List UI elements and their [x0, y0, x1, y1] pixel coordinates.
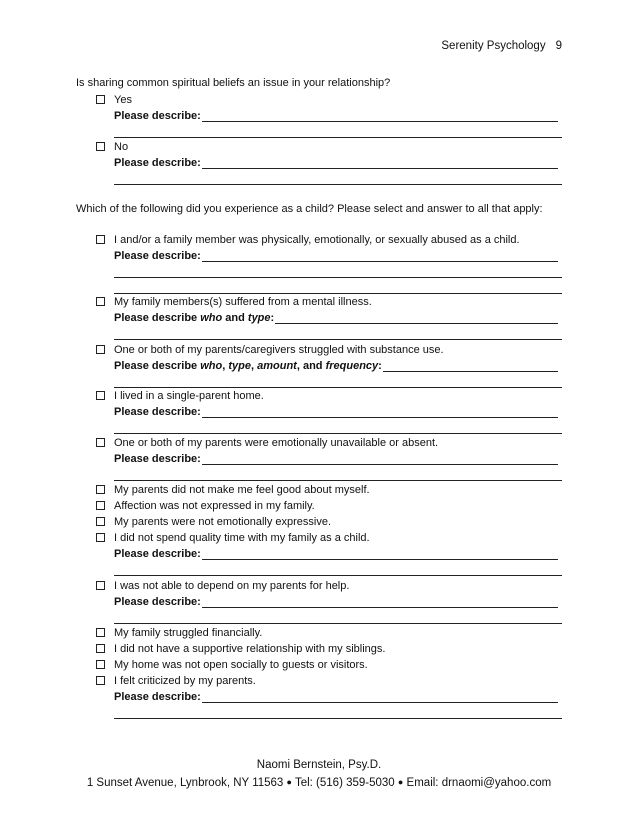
option-yes-group [96, 92, 562, 140]
describe-line-extra[interactable] [114, 562, 562, 578]
quality-time-label: I did not spend quality time with my family as a child. [114, 532, 370, 544]
checkbox-single-parent[interactable] [96, 391, 105, 400]
describe-line-extra[interactable] [114, 610, 562, 626]
question-childhood: Which of the following did you experience as a child? Please select and answer to all that apply: [76, 203, 543, 215]
option-no-group [96, 139, 562, 187]
siblings-label: I did not have a supportive relationship with my siblings. [114, 643, 386, 655]
question-spiritual: Is sharing common spiritual beliefs an issue in your relationship? [76, 77, 391, 89]
expressive-label: My parents were not emotionally expressive. [114, 516, 332, 528]
mental-illness-label: My family members(s) suffered from a mental illness. [114, 296, 372, 308]
describe-label: Please describe: [114, 596, 201, 608]
describe-label: Please describe who, type, amount, and frequency: [114, 360, 382, 372]
checkbox-quality-time[interactable] [96, 533, 105, 542]
unavailable-label: One or both of my parents were emotionally unavailable or absent. [114, 437, 439, 449]
checkbox-home-open[interactable] [96, 660, 105, 669]
describe-label: Please describe: [114, 250, 201, 262]
financial-label: My family struggled financially. [114, 627, 263, 639]
item-abuse [96, 232, 562, 296]
footer-email: Email: drnaomi@yahoo.com [406, 777, 552, 789]
page-number: 9 [555, 40, 562, 52]
checkbox-feel-good[interactable] [96, 485, 105, 494]
checkbox-criticized[interactable] [96, 676, 105, 685]
footer-contact [0, 774, 638, 792]
describe-line-extra[interactable] [114, 467, 562, 483]
org-name: Serenity Psychology [441, 40, 546, 52]
checkbox-affection[interactable] [96, 501, 105, 510]
describe-line-extra[interactable] [114, 326, 562, 342]
option-yes-label: Yes [114, 94, 132, 106]
describe-line-extra[interactable] [114, 420, 562, 436]
footer-address: 1 Sunset Avenue, Lynbrook, NY 11563 [86, 777, 284, 789]
item-depend [96, 578, 562, 626]
item-single-parent [96, 388, 562, 436]
checkbox-expressive[interactable] [96, 517, 105, 526]
checkbox-abuse[interactable] [96, 235, 105, 244]
abuse-label: I and/or a family member was physically, emotionally, or sexually abused as a child. [114, 234, 520, 246]
page-header [441, 40, 562, 52]
criticized-label: I felt criticized by my parents. [114, 675, 256, 687]
describe-line-extra[interactable] [114, 124, 562, 140]
single-parent-label: I lived in a single-parent home. [114, 390, 264, 402]
checkbox-siblings[interactable] [96, 644, 105, 653]
checkbox-financial[interactable] [96, 628, 105, 637]
feel-good-label: My parents did not make me feel good about myself. [114, 484, 370, 496]
item-mental-illness [96, 294, 562, 342]
checkbox-no[interactable] [96, 142, 105, 151]
item-unavailable [96, 435, 562, 483]
home-open-label: My home was not open socially to guests or visitors. [114, 659, 368, 671]
describe-line-extra[interactable] [114, 705, 562, 721]
footer-name: Naomi Bernstein, Psy.D. [256, 759, 382, 771]
checkbox-unavailable[interactable] [96, 438, 105, 447]
substance-label: One or both of my parents/caregivers struggled with substance use. [114, 344, 444, 356]
describe-label: Please describe: [114, 548, 201, 560]
depend-label: I was not able to depend on my parents for help. [114, 580, 350, 592]
describe-label: Please describe: [114, 157, 201, 169]
describe-label: Please describe: [114, 406, 201, 418]
affection-label: Affection was not expressed in my family. [114, 500, 315, 512]
item-group-family [96, 625, 562, 721]
describe-label: Please describe who and type: [114, 312, 275, 324]
describe-line-extra[interactable] [114, 171, 562, 187]
checkbox-depend[interactable] [96, 581, 105, 590]
page-footer [0, 757, 638, 792]
bullet-icon: ● [286, 777, 292, 787]
describe-label: Please describe: [114, 110, 201, 122]
checkbox-substance[interactable] [96, 345, 105, 354]
option-no-label: No [114, 141, 129, 153]
item-group-parents [96, 482, 562, 578]
footer-tel: Tel: (516) 359-5030 [294, 777, 395, 789]
item-substance [96, 342, 562, 390]
describe-label: Please describe: [114, 453, 201, 465]
describe-line-extra[interactable] [114, 264, 562, 280]
checkbox-yes[interactable] [96, 95, 105, 104]
describe-label: Please describe: [114, 691, 201, 703]
bullet-icon: ● [397, 777, 404, 787]
checkbox-mental-illness[interactable] [96, 297, 105, 306]
